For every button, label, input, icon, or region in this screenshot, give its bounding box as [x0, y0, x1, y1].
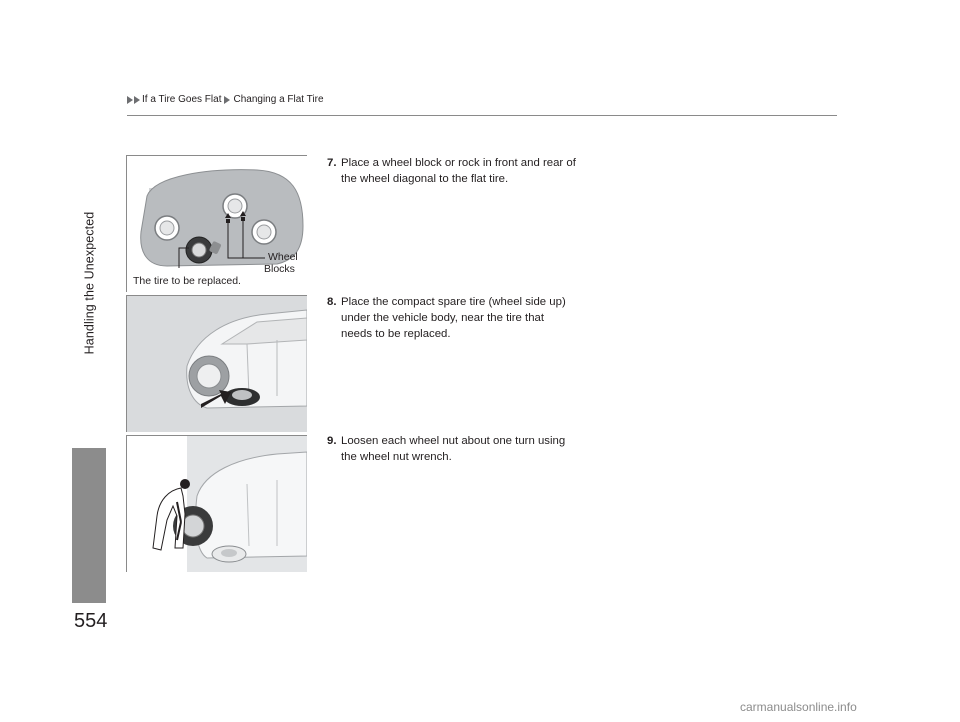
watermark: carmanualsonline.info — [740, 700, 857, 714]
spare-tire-icon — [212, 546, 246, 562]
figure-spare-tire-placement — [126, 295, 307, 432]
breadcrumb — [127, 94, 324, 105]
loosen-nuts-illustration — [127, 436, 307, 572]
step-text: Place a wheel block or rock in front and rear of the wheel diagonal to the flat tire. — [341, 157, 576, 185]
breadcrumb-item-if-a-tire-goes-flat: If a Tire Goes Flat — [142, 94, 222, 105]
step-8 — [327, 294, 577, 342]
page-number: 554 — [74, 610, 108, 632]
spare-tire-illustration — [127, 296, 307, 432]
breadcrumb-arrow-icon — [127, 96, 133, 104]
label-wheel-blocks-line1: Wheel — [268, 251, 298, 263]
breadcrumb-item-changing-a-flat-tire: Changing a Flat Tire — [233, 94, 324, 105]
section-tab — [72, 448, 106, 603]
wheel-front-left-icon — [155, 216, 179, 240]
figure-loosen-wheel-nuts — [126, 435, 307, 572]
section-side-label — [72, 118, 106, 448]
step-number: 9. — [327, 435, 337, 447]
figure-wheel-blocks — [126, 155, 307, 292]
step-number: 7. — [327, 157, 337, 169]
breadcrumb-arrow-icon — [134, 96, 140, 104]
label-tire-to-replace: The tire to be replaced. — [133, 275, 241, 287]
wheel-rear-right-icon — [252, 220, 276, 244]
spare-tire-icon — [224, 388, 260, 406]
step-text: Place the compact spare tire (wheel side up) under the vehicle body, near the tire that needs to be replaced. — [341, 296, 566, 340]
front-wheel-icon — [189, 356, 229, 396]
wheel-blocks-diagram — [127, 156, 307, 292]
step-7 — [327, 155, 577, 187]
section-title: Handling the Unexpected — [82, 211, 96, 355]
step-number: 8. — [327, 296, 337, 308]
label-wheel-blocks-line2: Blocks — [264, 263, 295, 275]
step-9 — [327, 433, 577, 465]
step-text: Loosen each wheel nut about one turn using the wheel nut wrench. — [341, 435, 566, 463]
breadcrumb-arrow-icon — [224, 96, 230, 104]
header-divider — [127, 115, 837, 116]
